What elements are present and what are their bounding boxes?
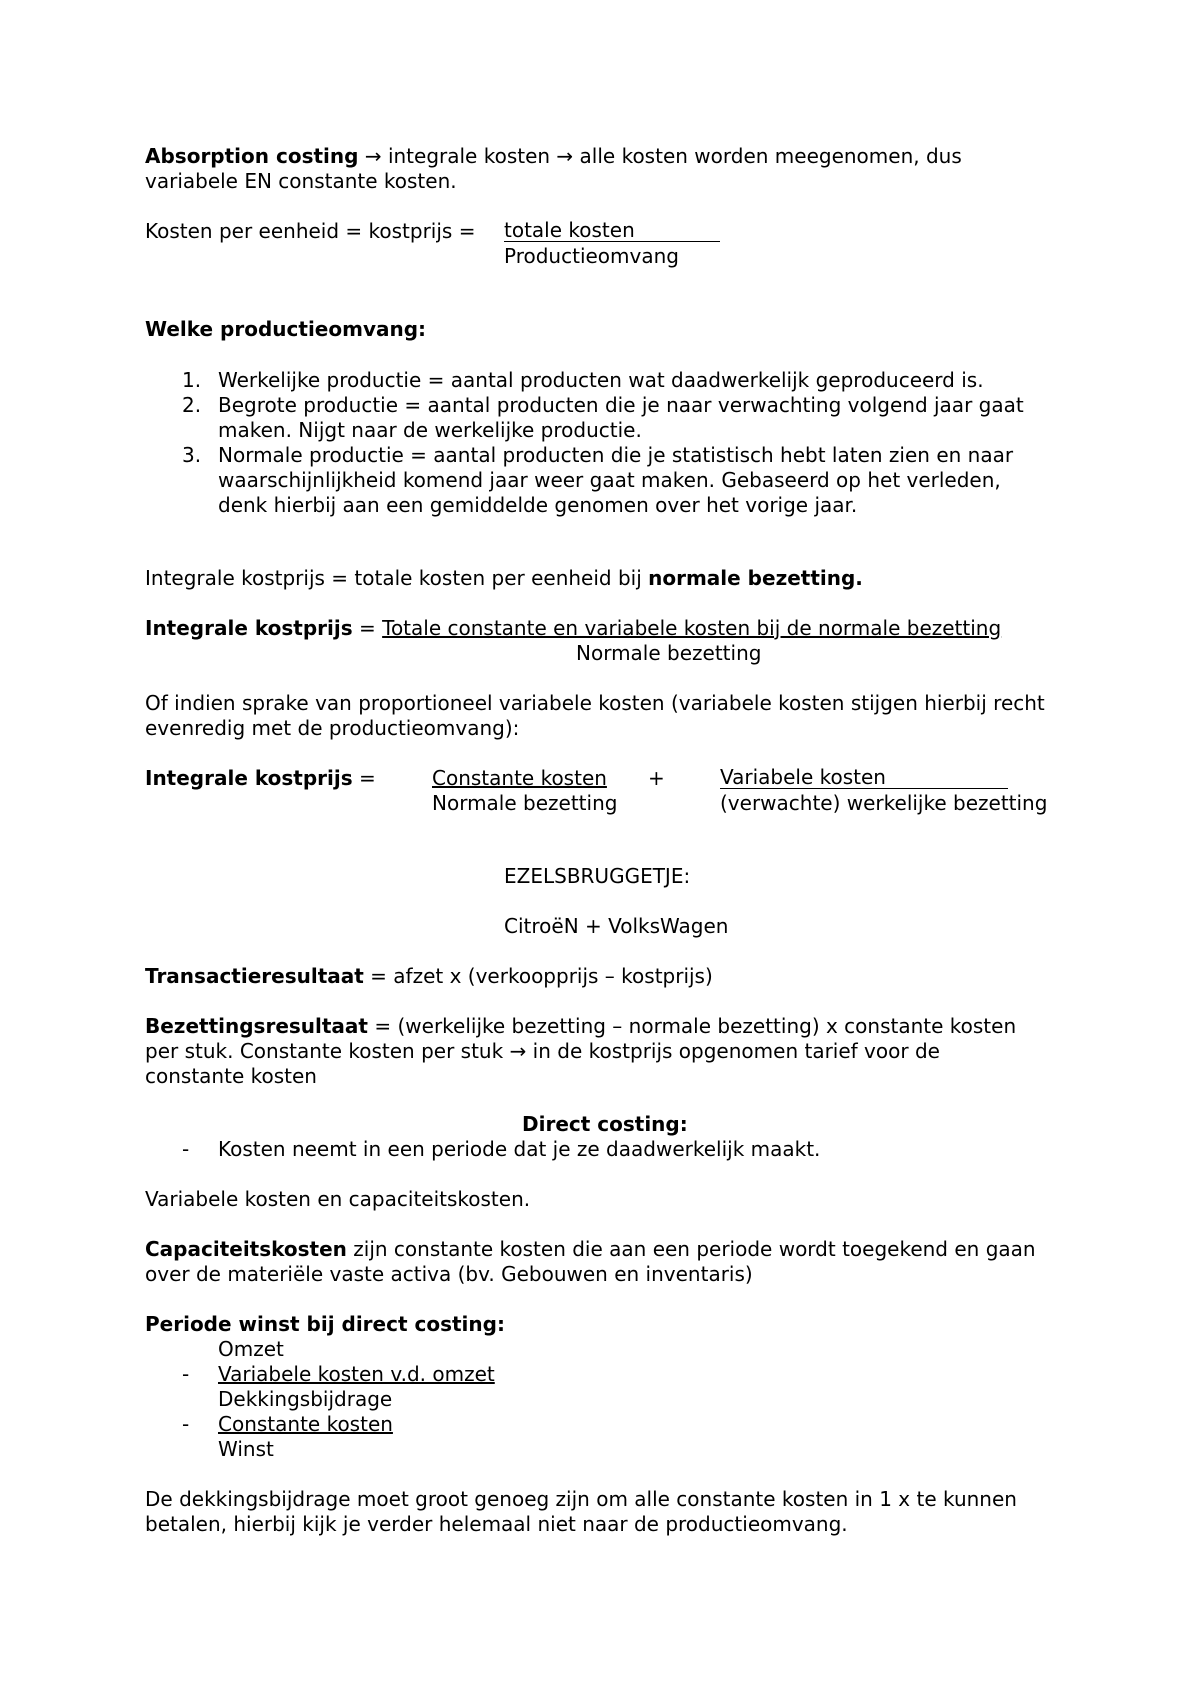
formula3-numerator-2 (720, 765, 1008, 790)
constant-costs-item-text: Constante kosten (218, 1412, 393, 1436)
formula2-line (145, 616, 1001, 641)
occupancy-result-line-3: constante kosten (145, 1064, 317, 1088)
transaction-result-label: Transactieresultaat (145, 964, 364, 988)
mnemonic-title: EZELSBRUGGETJE: (504, 864, 691, 888)
capacity-costs-line-2: over de materiële vaste activa (bv. Gebouwen en inventaris) (145, 1262, 753, 1286)
occupancy-result-line-2 (145, 1039, 940, 1064)
list-item-3-line-1: Normale productie = aantal producten die je statistisch hebt laten zien en naar (218, 443, 1014, 467)
mnemonic-text: CitroëN + VolksWagen (504, 914, 729, 938)
list-item-1-line-1: Werkelijke productie = aantal producten wat daadwerkelijk geproduceerd is. (218, 368, 984, 392)
direct-costing-heading: Direct costing: (522, 1112, 688, 1136)
final-line-2: betalen, hierbij kijk je verder helemaal niet naar de productieomvang. (145, 1512, 848, 1536)
bullet-dash: - (182, 1362, 190, 1386)
formula2-denominator: Normale bezetting (576, 641, 762, 665)
occupancy-result-text-2b: in de kostprijs opgenomen tarief voor de (526, 1039, 940, 1063)
capacity-costs-text-1: zijn constante kosten die aan een periode wordt toegekend en gaan (346, 1237, 1036, 1261)
profit-text: Winst (218, 1437, 274, 1461)
transaction-result-line (145, 964, 713, 989)
direct-costing-bullet: Kosten neemt in een periode dat je ze daadwerkelijk maakt. (218, 1137, 821, 1161)
formula3-plus: + (648, 766, 665, 790)
formula3-denominator-2: (verwachte) werkelijke bezetting (720, 791, 1048, 815)
formula2-numerator: Totale constante en variabele kosten bij de normale bezetting (382, 616, 1002, 640)
formula3-numerator-1 (432, 766, 607, 791)
formula3-label: Integrale kostprijs (145, 766, 353, 790)
formula1-numerator (504, 218, 720, 243)
formula3-label-line (145, 766, 376, 791)
formula3-denominator-1: Normale bezetting (432, 791, 618, 815)
capacity-costs-label: Capaciteitskosten (145, 1237, 347, 1261)
list-item-3-line-3: denk hierbij aan een gemiddelde genomen over het vorige jaar. (218, 493, 858, 517)
normal-occupancy-bold: normale bezetting. (648, 566, 863, 590)
proportional-line-1: Of indien sprake van proportioneel variabele kosten (variabele kosten stijgen hierbij recht (145, 691, 1045, 715)
arrow-icon: → (509, 1039, 527, 1063)
occupancy-result-line-1 (145, 1014, 1016, 1039)
formula2-equals: = (352, 616, 383, 640)
formula1-denominator: Productieomvang (504, 244, 679, 268)
final-line-1: De dekkingsbijdrage moet groot genoeg zijn om alle constante kosten in 1 x te kunnen (145, 1487, 1017, 1511)
contribution-margin-text: Dekkingsbijdrage (218, 1387, 393, 1411)
variable-capacity-line: Variabele kosten en capaciteitskosten. (145, 1187, 531, 1211)
period-profit-heading: Periode winst bij direct costing: (145, 1312, 505, 1336)
occupancy-result-text-1: = (werkelijke bezetting – normale bezetting) x constante kosten (368, 1014, 1017, 1038)
constant-costs-item (218, 1412, 393, 1437)
transaction-result-text: = afzet x (verkoopprijs – kostprijs) (363, 964, 713, 988)
bullet-dash: - (182, 1137, 190, 1161)
occupancy-result-text-2a: per stuk. Constante kosten per stuk (145, 1039, 510, 1063)
bullet-dash: - (182, 1412, 190, 1436)
variable-costs-revenue-text: Variabele kosten v.d. omzet (218, 1362, 495, 1386)
integral-definition (145, 566, 863, 591)
list-number-3: 3. (182, 443, 202, 467)
arrow-icon: → (364, 144, 382, 168)
capacity-costs-line-1 (145, 1237, 1036, 1262)
total-costs-text: totale kosten (504, 219, 720, 242)
variable-costs-revenue (218, 1362, 495, 1387)
variable-costs-text: Variabele kosten (720, 766, 1008, 789)
list-number-1: 1. (182, 368, 202, 392)
intro-line-1 (145, 144, 962, 169)
cost-per-unit-label: Kosten per eenheid = kostprijs = (145, 219, 476, 243)
intro-part-1: integrale kosten (387, 144, 551, 168)
intro-line-2: variabele EN constante kosten. (145, 169, 457, 193)
integral-definition-text: Integrale kostprijs = totale kosten per eenheid bij (145, 566, 649, 590)
occupancy-result-label: Bezettingsresultaat (145, 1014, 368, 1038)
list-item-3-line-2: waarschijnlijkheid komend jaar weer gaat maken. Gebaseerd op het verleden, (218, 468, 1001, 492)
proportional-line-2: evenredig met de productieomvang): (145, 716, 520, 740)
production-heading: Welke productieomvang: (145, 317, 427, 341)
arrow-icon: → (556, 144, 574, 168)
constant-costs-text: Constante kosten (432, 766, 607, 790)
intro-part-2: alle kosten worden meegenomen, dus (579, 144, 962, 168)
list-item-2-line-2: maken. Nijgt naar de werkelijke productie. (218, 418, 642, 442)
absorption-costing-title: Absorption costing (145, 144, 359, 168)
list-item-2-line-1: Begrote productie = aantal producten die je naar verwachting volgend jaar gaat (218, 393, 1024, 417)
formula3-equals: = (352, 766, 376, 790)
formula2-label: Integrale kostprijs (145, 616, 353, 640)
list-number-2: 2. (182, 393, 202, 417)
revenue-text: Omzet (218, 1337, 284, 1361)
